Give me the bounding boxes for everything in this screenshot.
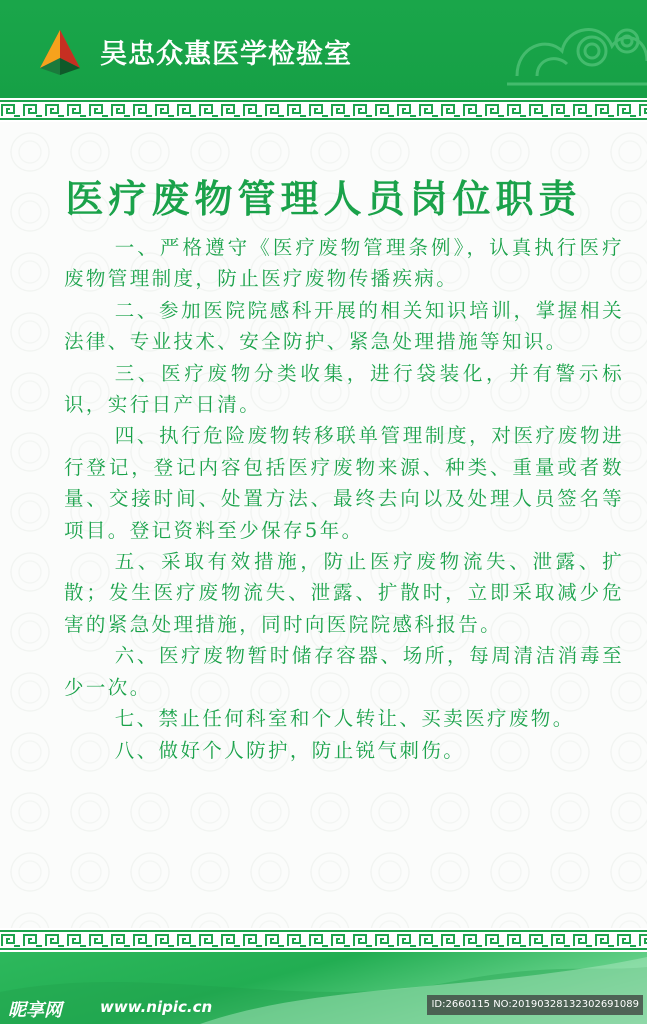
duty-item: 四、执行危险废物转移联单管理制度，对医疗废物进行登记，登记内容包括医疗废物来源、种类、重量或者数量、交接时间、处置方法、最终去向以及处理人员签名等项目。登记资料至少保存5年。 [64, 424, 624, 542]
duty-item: 六、医疗废物暂时储存容器、场所，每周清洁消毒至少一次。 [64, 644, 624, 699]
header-band [0, 0, 647, 98]
duty-item: 七、禁止任何科室和个人转让、买卖医疗废物。 [114, 707, 575, 731]
duty-item: 二、参加医院院感科开展的相关知识培训，掌握相关法律、专业技术、安全防护、紧急处理措施等知识。 [64, 298, 624, 354]
duty-item: 八、做好个人防护，防止锐气刺伤。 [114, 738, 466, 762]
org-name: 吴忠众惠医学检验室 [100, 39, 352, 70]
cloud-ornament-icon [507, 6, 647, 86]
duty-item: 五、采取有效措施，防止医疗废物流失、泄露、扩散；发生医疗废物流失、泄露、扩散时，立即采取减少危害的紧急处理措施，同时向医院院感科报告。 [64, 550, 624, 636]
watermark-site: www.nipic.cn [100, 998, 213, 1016]
duty-item: 一、严格遵守《医疗废物管理条例》，认真执行医疗废物管理制度，防止医疗废物传播疾病。 [64, 236, 624, 291]
duty-item: 三、医疗废物分类收集，进行袋装化，并有警示标识，实行日产日清。 [64, 361, 624, 417]
meander-border-bottom [0, 930, 647, 950]
triangle-logo-icon [36, 28, 84, 76]
duties-list [64, 232, 624, 766]
page-title: 医疗废物管理人员岗位职责 [65, 176, 582, 221]
watermark-logo: 昵享网 [8, 1000, 62, 1021]
watermark-id: ID:2660115 NO:20190328132302691089 [427, 995, 643, 1015]
meander-border-top [0, 100, 647, 120]
